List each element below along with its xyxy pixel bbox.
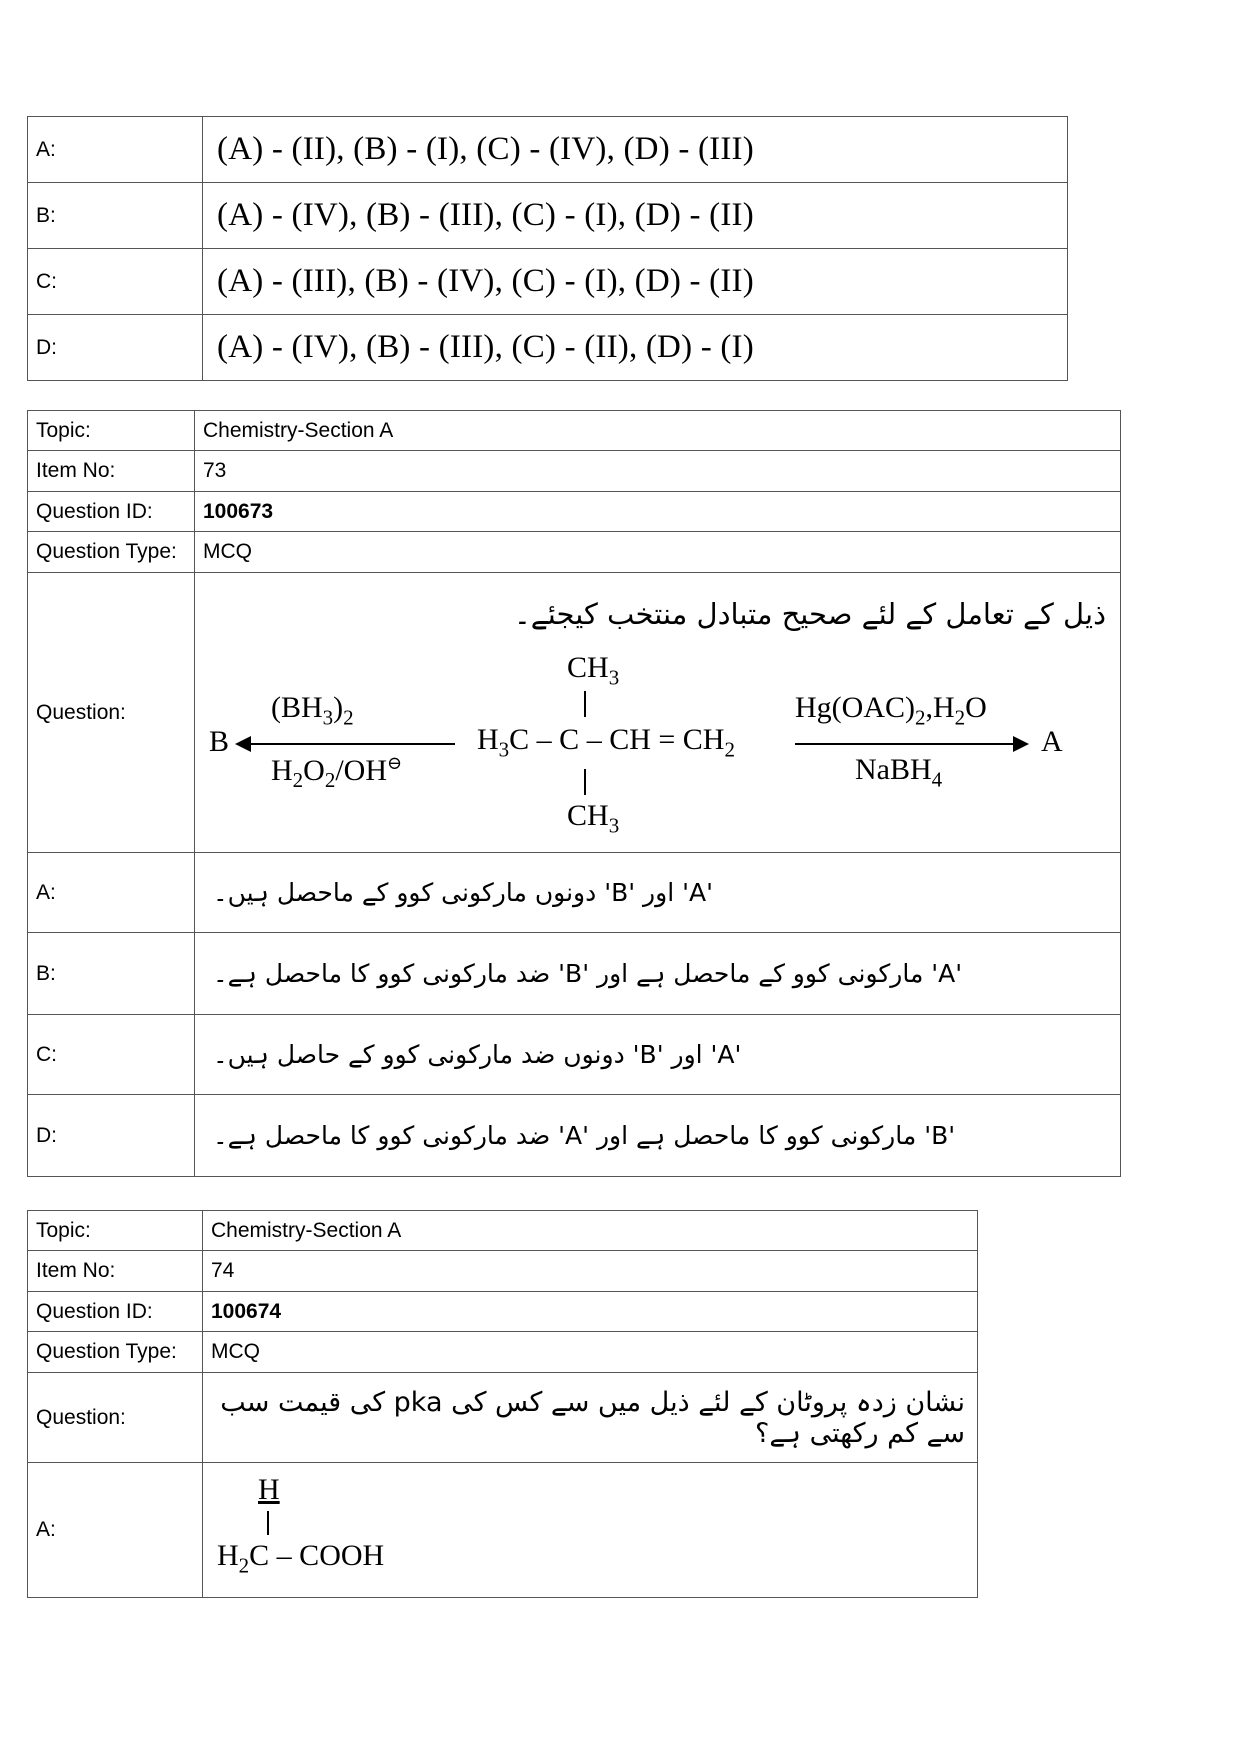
question-id-value: 100674 [203, 1292, 978, 1332]
question-label: Question: [28, 1373, 203, 1463]
option-row [28, 183, 1068, 249]
option-row [28, 249, 1068, 315]
item-label: Item No: [28, 1251, 203, 1292]
option-label: A: [28, 853, 195, 933]
option-text: 'A' اور 'B' دونوں ضد مارکونی کوو کے حاصل ہیں۔ [195, 1015, 1121, 1095]
option-label: C: [28, 249, 203, 315]
question-text: ذیل کے تعامل کے لئے صحیح متبادل منتخب کیجئے۔ [513, 597, 1106, 631]
option-label: D: [28, 1095, 195, 1177]
marked-hydrogen: H [258, 1473, 280, 1506]
structure-main: $H_2C$ – COOH [217, 1539, 385, 1578]
option-text: (A) - (II), (B) - (I), (C) - (IV), (D) - (III) [203, 117, 1068, 183]
item-value: 73 [195, 451, 1121, 492]
question-type-value: MCQ [203, 1332, 978, 1373]
bond-top [584, 691, 586, 717]
left-arrow-line [241, 743, 455, 745]
question-type-label: Question Type: [28, 532, 195, 573]
question-id-label: Question ID: [28, 492, 195, 532]
option-text: 'B' مارکونی کوو کا ماحصل ہے اور 'A' ضد مارکونی کوو کا ماحصل ہے۔ [195, 1095, 1121, 1177]
item-label: Item No: [28, 451, 195, 492]
reagent-right-top: $Hg(OAC)_2,H_2O$ [795, 691, 987, 730]
substrate-top-methyl: $CH_3$ [567, 651, 620, 690]
question-73-table [27, 410, 1121, 1177]
substrate-main: $H_3C$ – C – CH = $CH_2$ [477, 723, 735, 762]
substrate-bottom-methyl: $CH_3$ [567, 799, 620, 838]
question-type-row [28, 532, 1121, 573]
question-type-row [28, 1332, 978, 1373]
option-label: B: [28, 183, 203, 249]
option-row [28, 1463, 978, 1598]
option-text: (A) - (III), (B) - (IV), (C) - (I), (D) - (II) [203, 249, 1068, 315]
option-row [28, 1015, 1121, 1095]
item-row [28, 451, 1121, 492]
question-type-value: MCQ [195, 532, 1121, 573]
option-label: D: [28, 315, 203, 381]
option-text: (A) - (IV), (B) - (III), (C) - (II), (D) - (I) [203, 315, 1068, 381]
reagent-right-bottom: NaBH$_4$ [855, 753, 943, 792]
question-body [195, 573, 1121, 853]
bond-vertical [267, 1511, 269, 1535]
question-row [28, 1373, 978, 1463]
topic-label: Topic: [28, 1211, 203, 1251]
option-row [28, 933, 1121, 1015]
reagent-left-bottom: $H_2O_2/OH^⊖$ [271, 753, 403, 793]
item-row [28, 1251, 978, 1292]
option-row [28, 853, 1121, 933]
option-label: B: [28, 933, 195, 1015]
topic-row [28, 1211, 978, 1251]
right-arrow-line [795, 743, 1015, 745]
question-id-label: Question ID: [28, 1292, 203, 1332]
option-text: (A) - (IV), (B) - (III), (C) - (I), (D) - (II) [203, 183, 1068, 249]
topic-label: Topic: [28, 411, 195, 451]
topic-value: Chemistry-Section A [195, 411, 1121, 451]
option-text: 'A' مارکونی کوو کے ماحصل ہے اور 'B' ضد مارکونی کوو کا ماحصل ہے۔ [195, 933, 1121, 1015]
question-id-row [28, 492, 1121, 532]
question-label: Question: [28, 573, 195, 853]
topic-row [28, 411, 1121, 451]
topic-value: Chemistry-Section A [203, 1211, 978, 1251]
question-row [28, 573, 1121, 853]
option-label: C: [28, 1015, 195, 1095]
product-b: B [209, 725, 230, 758]
question-text: نشان زدہ پروٹان کے لئے ذیل میں سے کس کی pka کی قیمت سب سے کم رکھتی ہے؟ [203, 1373, 978, 1463]
option-label: A: [28, 117, 203, 183]
option-row [28, 1095, 1121, 1177]
bond-bottom [584, 769, 586, 795]
option-row [28, 315, 1068, 381]
option-label: A: [28, 1463, 203, 1598]
question-id-row [28, 1292, 978, 1332]
prev-options-table [27, 116, 1068, 381]
product-a: A [1041, 725, 1063, 758]
option-structure [203, 1463, 978, 1598]
left-arrowhead-icon [235, 736, 251, 752]
option-row [28, 117, 1068, 183]
item-value: 74 [203, 1251, 978, 1292]
right-arrowhead-icon [1013, 736, 1029, 752]
question-74-table [27, 1210, 978, 1598]
option-text: 'A' اور 'B' دونوں مارکونی کوو کے ماحصل ہیں۔ [195, 853, 1121, 933]
reagent-left-top: $(BH_3)_2$ [271, 691, 354, 730]
question-type-label: Question Type: [28, 1332, 203, 1373]
question-id-value: 100673 [195, 492, 1121, 532]
